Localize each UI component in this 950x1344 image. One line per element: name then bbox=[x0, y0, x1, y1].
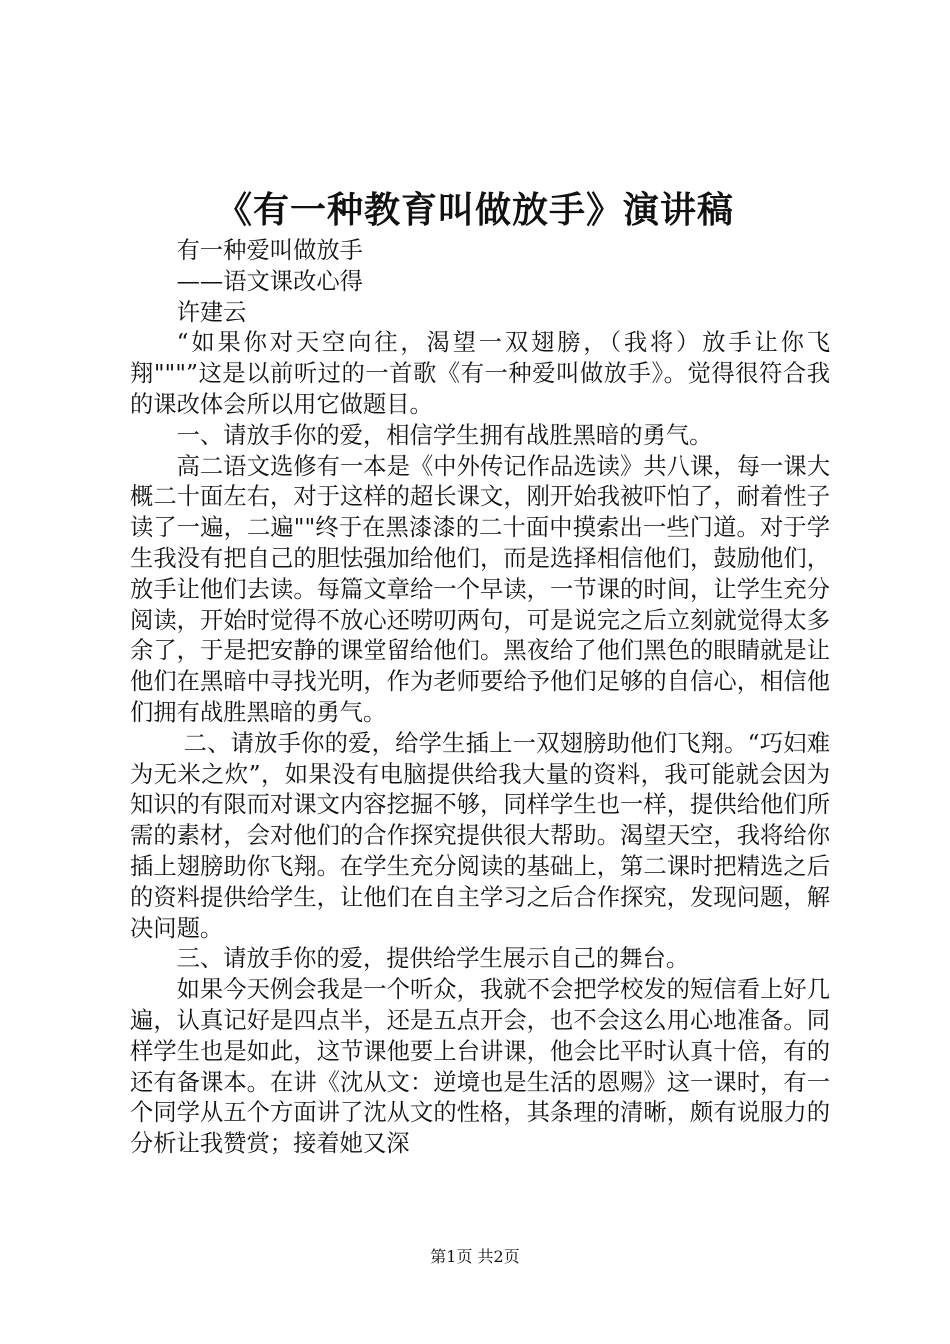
section-heading-1: 一、请放手你的爱，相信学生拥有战胜黑暗的勇气。 bbox=[176, 421, 713, 449]
subtitle: 有一种爱叫做放手 bbox=[176, 237, 363, 264]
paragraph-intro: “如果你对天空向往，渴望一双翅膀，（我将）放手让你飞翔"""”这是以前听过的一首歌《有一种爱叫做放手》。觉得很符合我的课改体会所以用它做题目。 bbox=[130, 329, 830, 418]
paragraph-section-3: 如果今天例会我是一个听众，我就不会把学校发的短信看上好几遍，认真记好是四点半，还是五点开会，也不会这么用心地准备。同样学生也是如此，这节课他要上台讲课，他会比平时认真十倍，有的还有备课本。在讲《沈从文：逆境也是生活的恩赐》这一课时，有一个同学从五个方面讲了沈从文的性格，其条理的清晰，颇有说服力的分析让我赞赏；接着她又深 bbox=[130, 976, 830, 1158]
subtitle-subheading: ——语文课改心得 bbox=[176, 267, 363, 295]
paragraph-section-2: 二、请放手你的爱，给学生插上一双翅膀助他们飞翔。“巧妇难为无米之炊”，如果没有电脑提供给我大量的资料，我可能就会因为知识的有限而对课文内容挖掘不够，同样学生也一样，提供给他们所需的素材，会对他们的合作探究提供很大帮助。渴望天空，我将给你插上翅膀助你飞翔。在学生充分阅读的基础上，第二课时把精选之后的资料提供给学生，让他们在自主学习之后合作探究，发现问题，解决问题。 bbox=[130, 729, 830, 942]
document-body bbox=[130, 236, 830, 1160]
paragraph-section-1: 高二语文选修有一本是《中外传记作品选读》共八课，每一课大概二十面左右，对于这样的超长课文，刚开始我被吓怕了，耐着性子读了一遍，二遍""终于在黑漆漆的二十面中摸索出一些门道。对于学生我没有把自己的胆怯强加给他们，而是选择相信他们，鼓励他们，放手让他们去读。每篇文章给一个早读，一节课的时间，让学生充分阅读，开始时觉得不放心还唠叨两句，可是说完之后立刻就觉得太多余了，于是把安静的课堂留给他们。黑夜给了他们黑色的眼睛就是让他们在黑暗中寻找光明，作为老师要给予他们足够的自信心，相信他们拥有战胜黑暗的勇气。 bbox=[130, 452, 830, 726]
document-title: 《有一种教育叫做放手》演讲稿 bbox=[215, 189, 734, 231]
page-footer: 第1页 共2页 bbox=[430, 1247, 520, 1266]
author: 许建云 bbox=[176, 298, 247, 326]
section-heading-3: 三、请放手你的爱，提供给学生展示自己的舞台。 bbox=[176, 945, 690, 973]
